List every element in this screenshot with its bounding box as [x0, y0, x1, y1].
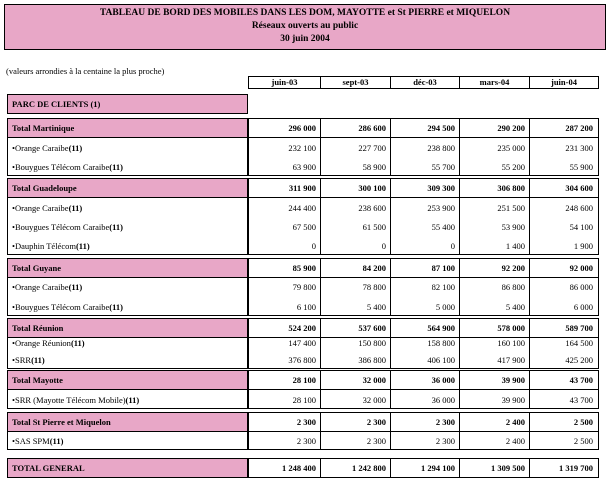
- value-cell: 227 700: [320, 138, 391, 157]
- total-value-cell: 287 200: [529, 118, 599, 138]
- value-cell: 238 800: [390, 138, 460, 157]
- value-cell: 386 800: [320, 350, 391, 369]
- value-cell: 2 300: [320, 431, 391, 450]
- value-cell: 406 100: [390, 350, 460, 369]
- bullet-marker: •: [12, 161, 15, 172]
- value-cell: 32 000: [320, 390, 391, 409]
- value-cell: 86 000: [529, 277, 599, 297]
- footnote-ref: (11): [68, 282, 83, 292]
- value-cell: 232 100: [248, 138, 321, 157]
- value-cell: 150 800: [320, 335, 391, 350]
- footnote-ref: (11): [68, 202, 83, 213]
- total-value-cell: 2 300: [390, 412, 460, 432]
- value-cell: 55 700: [390, 157, 460, 176]
- report-date: 30 juin 2004: [280, 34, 330, 44]
- section-label: PARC DE CLIENTS (1): [7, 94, 248, 114]
- total-label: TOTAL GENERAL: [12, 463, 85, 473]
- total-value-cell: 294 500: [390, 118, 460, 138]
- total-value-cell: 84 200: [320, 258, 391, 278]
- operator-name: Dauphin Télécom: [14, 240, 76, 251]
- total-value-cell: 87 100: [390, 258, 460, 278]
- group-bottom-rule: [7, 408, 599, 409]
- value-cell: 1 400: [459, 236, 530, 255]
- column-header: juin-04: [529, 76, 599, 89]
- footnote-ref: (11): [125, 394, 140, 405]
- footnote-ref: (11): [109, 221, 123, 232]
- region-total-row: [7, 258, 248, 278]
- group-bottom-rule: [7, 254, 599, 255]
- value-cell: 79 800: [248, 277, 321, 297]
- total-label: Total Guadeloupe: [12, 183, 77, 193]
- total-value-cell: 304 600: [529, 178, 599, 198]
- total-value-cell: 39 900: [459, 370, 530, 390]
- bullet-marker: •: [12, 354, 15, 365]
- operator-row: [7, 297, 248, 316]
- region-total-row: [7, 118, 248, 138]
- total-value-cell: 43 700: [529, 370, 599, 390]
- value-cell: 238 600: [320, 198, 391, 217]
- value-cell: 5 400: [459, 297, 530, 316]
- total-value-cell: 92 200: [459, 258, 530, 278]
- total-value-cell: 2 400: [459, 412, 530, 432]
- total-value-cell: 92 000: [529, 258, 599, 278]
- operator-name: SRR (Mayotte Télécom Mobile): [14, 394, 126, 405]
- value-cell: 78 800: [320, 277, 391, 297]
- bullet-marker: •: [12, 301, 15, 312]
- value-cell: 63 900: [248, 157, 321, 176]
- value-cell: 244 400: [248, 198, 321, 217]
- bullet-marker: •: [12, 394, 15, 405]
- total-value-cell: 85 900: [248, 258, 321, 278]
- value-cell: 5 000: [390, 297, 460, 316]
- total-label: Total Mayotte: [12, 375, 63, 385]
- bullet-marker: •: [12, 282, 15, 292]
- report-title: TABLEAU DE BORD DES MOBILES DANS LES DOM, MAYOTTE et St PIERRE et MIQUELON: [99, 8, 511, 18]
- value-cell: 147 400: [248, 335, 321, 350]
- value-cell: 67 500: [248, 217, 321, 236]
- column-header: juin-03: [248, 76, 321, 89]
- value-cell: 2 500: [529, 431, 599, 450]
- total-value-cell: 300 100: [320, 178, 391, 198]
- total-value-cell: 2 300: [248, 412, 321, 432]
- operator-name: Bouygues Télécom Caraibe: [14, 161, 110, 172]
- value-cell: 253 900: [390, 198, 460, 217]
- value-cell: 0: [320, 236, 391, 255]
- bullet-marker: •: [12, 240, 15, 251]
- operator-name: Orange Caraibe: [14, 282, 69, 292]
- value-cell: 58 900: [320, 157, 391, 176]
- column-header: mars-04: [459, 76, 530, 89]
- total-value-cell: 286 600: [320, 118, 391, 138]
- region-total-row: [7, 412, 248, 432]
- total-value-cell: 1 294 100: [390, 458, 460, 478]
- value-cell: 417 900: [459, 350, 530, 369]
- operator-row: [7, 350, 248, 369]
- bullet-marker: •: [12, 202, 15, 213]
- value-cell: 160 100: [459, 335, 530, 350]
- operator-row: [7, 431, 248, 450]
- total-value-cell: 1 242 800: [320, 458, 391, 478]
- value-cell: 6 100: [248, 297, 321, 316]
- total-value-cell: 306 800: [459, 178, 530, 198]
- total-value-cell: 564 900: [390, 318, 460, 338]
- total-value-cell: 2 500: [529, 412, 599, 432]
- group-bottom-rule: [7, 315, 599, 316]
- value-cell: 376 800: [248, 350, 321, 369]
- operator-row: [7, 217, 248, 236]
- total-value-cell: 32 000: [320, 370, 391, 390]
- total-value-cell: 2 300: [320, 412, 391, 432]
- value-cell: 425 200: [529, 350, 599, 369]
- operator-name: Orange Caraibe: [14, 142, 69, 153]
- total-label: Total Guyane: [12, 263, 62, 273]
- footnote-ref: (11): [75, 240, 90, 251]
- value-cell: 0: [390, 236, 460, 255]
- footnote-ref: (11): [109, 301, 123, 312]
- total-value-cell: 1 319 700: [529, 458, 599, 478]
- operator-row: [7, 277, 248, 297]
- value-cell: 2 300: [390, 431, 460, 450]
- rounding-note: (valeurs arrondies à la centaine la plus proche): [6, 66, 165, 76]
- column-header: déc-03: [390, 76, 460, 89]
- value-cell: 5 400: [320, 297, 391, 316]
- value-cell: 82 100: [390, 277, 460, 297]
- total-value-cell: 28 100: [248, 370, 321, 390]
- value-cell: 235 000: [459, 138, 530, 157]
- total-value-cell: 578 000: [459, 318, 530, 338]
- region-total-row: [7, 178, 248, 198]
- value-cell: 28 100: [248, 390, 321, 409]
- operator-row: [7, 335, 248, 350]
- value-cell: 43 700: [529, 390, 599, 409]
- operator-row: [7, 236, 248, 255]
- value-cell: 61 500: [320, 217, 391, 236]
- total-value-cell: 36 000: [390, 370, 460, 390]
- value-cell: 1 900: [529, 236, 599, 255]
- grand-total-row: [7, 458, 248, 478]
- value-cell: 251 500: [459, 198, 530, 217]
- bullet-marker: •: [12, 435, 15, 446]
- footnote-ref: (11): [49, 435, 64, 446]
- value-cell: 55 900: [529, 157, 599, 176]
- total-value-cell: 290 200: [459, 118, 530, 138]
- group-bottom-rule: [7, 175, 599, 176]
- operator-name: Bouygues Télécom Caraibe: [14, 221, 110, 232]
- total-value-cell: 524 200: [248, 318, 321, 338]
- operator-name: Bouygues Télécom Caraibe: [14, 301, 110, 312]
- footnote-ref: (11): [68, 142, 83, 153]
- total-value-cell: 589 700: [529, 318, 599, 338]
- total-value-cell: 309 300: [390, 178, 460, 198]
- total-value-cell: 296 000: [248, 118, 321, 138]
- operator-name: SAS SPM: [14, 435, 50, 446]
- value-cell: 2 300: [248, 431, 321, 450]
- column-header: sept-03: [320, 76, 391, 89]
- footnote-ref: (11): [31, 354, 45, 365]
- footnote-ref: (11): [109, 161, 123, 172]
- operator-row: [7, 198, 248, 217]
- operator-row: [7, 138, 248, 157]
- value-cell: 164 500: [529, 335, 599, 350]
- value-cell: 55 400: [390, 217, 460, 236]
- value-cell: 248 600: [529, 198, 599, 217]
- total-label: Total Martinique: [12, 123, 75, 133]
- operator-name: Orange Réunion: [14, 337, 71, 348]
- operator-name: SRR: [14, 354, 32, 365]
- bullet-marker: •: [12, 142, 15, 153]
- total-value-cell: 1 248 400: [248, 458, 321, 478]
- group-bottom-rule: [7, 368, 599, 369]
- total-value-cell: 311 900: [248, 178, 321, 198]
- total-value-cell: 537 600: [320, 318, 391, 338]
- value-cell: 6 000: [529, 297, 599, 316]
- value-cell: 2 400: [459, 431, 530, 450]
- value-cell: 53 900: [459, 217, 530, 236]
- value-cell: 36 000: [390, 390, 460, 409]
- value-cell: 86 800: [459, 277, 530, 297]
- report-subtitle: Réseaux ouverts au public: [251, 21, 359, 31]
- total-label: Total Réunion: [12, 323, 64, 333]
- total-label: Total St Pierre et Miquelon: [12, 417, 111, 427]
- bullet-marker: •: [12, 221, 15, 232]
- report-title-banner: [4, 4, 606, 50]
- operator-row: [7, 157, 248, 176]
- total-value-cell: 1 309 500: [459, 458, 530, 478]
- operator-row: [7, 390, 248, 409]
- value-cell: 0: [248, 236, 321, 255]
- footnote-ref: (11): [70, 337, 85, 348]
- bullet-marker: •: [12, 337, 15, 348]
- value-cell: 39 900: [459, 390, 530, 409]
- value-cell: 54 100: [529, 217, 599, 236]
- value-cell: 55 200: [459, 157, 530, 176]
- value-cell: 231 300: [529, 138, 599, 157]
- group-bottom-rule: [7, 449, 599, 450]
- value-cell: 158 800: [390, 335, 460, 350]
- region-total-row: [7, 370, 248, 390]
- operator-name: Orange Caraibe: [14, 202, 69, 213]
